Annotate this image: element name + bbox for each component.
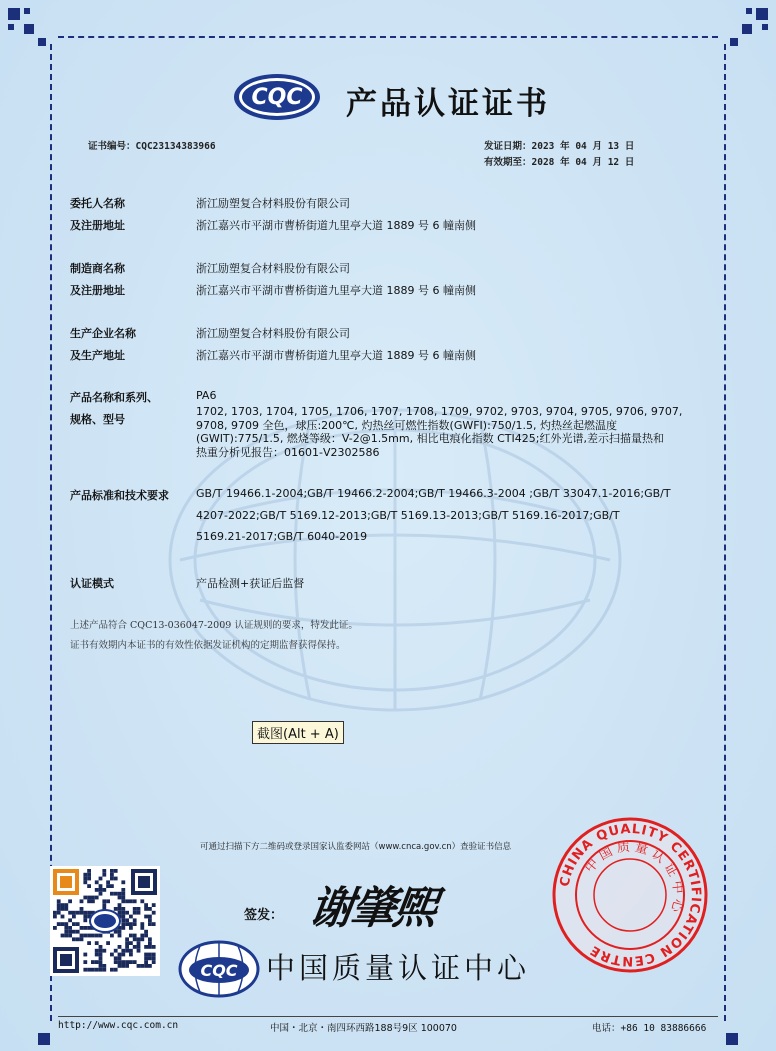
org-name: 中国质量认证中心 (266, 951, 531, 985)
maker-name: 浙江励塑复合材料股份有限公司 (196, 262, 350, 275)
footer-divider (58, 1016, 718, 1017)
cert-number-value: CQC23134383966 (135, 141, 216, 152)
product-specs (196, 405, 716, 459)
seal-outer-text: CHINA QUALITY CERTIFICATION CENTRE (557, 821, 704, 969)
certification-seal-icon (550, 815, 710, 975)
product-spec-line: 9708, 9709 全色，球压:200℃, 灼热丝可燃性指数(GWFI):750/1.5, 灼热丝起燃温度 (196, 418, 617, 432)
qr-code-icon[interactable] (50, 866, 160, 976)
signature: 谢肇煕 (305, 883, 439, 934)
factory-name: 浙江励塑复合材料股份有限公司 (196, 327, 350, 340)
cqc-logo-icon (232, 72, 322, 122)
corner-square (24, 24, 34, 34)
product-model-label: 规格、型号 (70, 413, 125, 426)
maker-address-label: 及注册地址 (70, 284, 125, 297)
cert-number-label: 证书编号： (88, 141, 136, 152)
seal-inner-text: 中国质量认证中心 (582, 839, 686, 918)
factory-address-label: 及生产地址 (70, 349, 125, 362)
org-logo-text: CQC (200, 961, 238, 980)
validity-note: 证书有效期内本证书的有效性依据发证机构的定期监督获得保持。 (70, 640, 346, 651)
corner-square (8, 8, 20, 20)
mode-label: 认证模式 (70, 577, 114, 590)
corner-square (730, 38, 738, 46)
logo-text: CQC (251, 85, 303, 110)
certificate-title: 产品认证证书 (346, 86, 550, 122)
expiry-date: 有效期至：2028 年 04 月 12 日 (484, 157, 635, 168)
corner-square (756, 8, 768, 20)
corner-square (746, 8, 752, 14)
corner-square (762, 24, 768, 30)
product-spec-line: (GWIT):775/1.5, 燃烧等级：V-2@1.5mm, 相比电痕化指数 CTI425;红外光谱,差示扫描量热和 (196, 432, 664, 445)
standard-label: 产品标准和技术要求 (70, 489, 169, 502)
maker-label: 制造商名称 (70, 262, 125, 275)
client-address: 浙江嘉兴市平湖市曹桥街道九里亭大道 1889 号 6 幢南侧 (196, 219, 476, 232)
corner-square (38, 38, 46, 46)
product-spec-line: 热重分析见报告：01601-V2302586 (196, 445, 380, 459)
cert-number (88, 138, 216, 152)
footer-phone: 电话：+86 10 83886666 (592, 1023, 707, 1034)
footer-url[interactable]: http://www.cqc.com.cn (58, 1020, 179, 1031)
corner-square (726, 1033, 738, 1045)
compliance-note: 上述产品符合 CQC13-036047-2009 认证规则的要求，特发此证。 (70, 620, 358, 631)
client-address-label: 及注册地址 (70, 219, 125, 232)
standard-list (196, 483, 706, 548)
factory-address: 浙江嘉兴市平湖市曹桥街道九里亭大道 1889 号 6 幢南侧 (196, 349, 476, 362)
corner-square (38, 1033, 50, 1045)
standard-line: GB/T 19466.1-2004;GB/T 19466.2-2004;GB/T 19466.3-2004 ;GB/T 33047.1-2016;GB/T (196, 487, 671, 500)
screenshot-shortcut-tooltip: 截图(Alt + A) (252, 721, 344, 744)
standard-line: 5169.21-2017;GB/T 6040-2019 (196, 530, 368, 543)
product-spec-line: 1702, 1703, 1704, 1705, 1706, 1707, 1708, 1709, 9702, 9703, 9704, 9705, 9706, 9707, (196, 405, 683, 418)
product-label: 产品名称和系列、 (70, 391, 158, 404)
frame-top-border (58, 36, 718, 38)
client-label: 委托人名称 (70, 197, 125, 210)
cqc-org-logo-icon (178, 940, 260, 998)
corner-square (8, 24, 14, 30)
maker-address: 浙江嘉兴市平湖市曹桥街道九里亭大道 1889 号 6 幢南侧 (196, 284, 476, 297)
frame-right-border (724, 44, 726, 1021)
footer-address: 中国・北京・南四环西路188号9区 100070 (270, 1023, 457, 1034)
issue-date: 发证日期：2023 年 04 月 13 日 (484, 141, 635, 152)
corner-square (742, 24, 752, 34)
signature-label: 签发： (244, 908, 284, 923)
standard-line: 4207-2022;GB/T 5169.12-2013;GB/T 5169.13-2013;GB/T 5169.16-2017;GB/T (196, 508, 620, 522)
mode-value: 产品检测+获证后监督 (196, 577, 305, 590)
verify-instructions: 可通过扫描下方二维码或登录国家认监委网站（www.cnca.gov.cn）查验证书信息 (200, 842, 512, 852)
client-name: 浙江励塑复合材料股份有限公司 (196, 197, 350, 210)
product-name: PA6 (196, 389, 217, 402)
corner-square (24, 8, 30, 14)
factory-label: 生产企业名称 (70, 327, 136, 340)
